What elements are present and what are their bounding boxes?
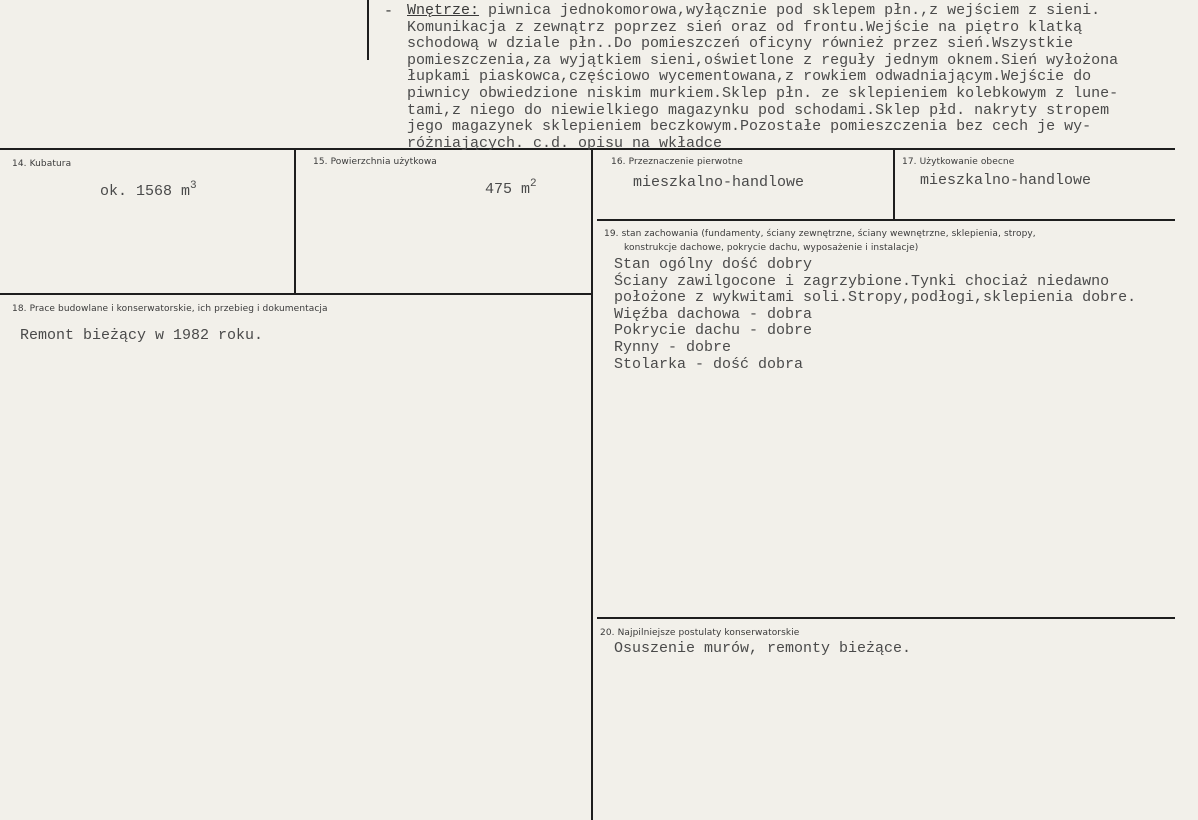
field-15-value [485, 176, 537, 199]
interior-text [407, 3, 1118, 152]
rule-under-16-17 [597, 219, 1175, 221]
interior-line: pomieszczenia,za wyjątkiem sieni,oświetlone z reguły jednym oknem.Sień wyłożona [407, 51, 1119, 69]
field-18-value: Remont bieżący w 1982 roku. [20, 327, 264, 344]
field-19-label: 19. stan zachowania (fundamenty, ściany zewnętrzne, ściany wewnętrzne, sklepienia, stropy, [604, 229, 1036, 239]
area-exponent: 2 [530, 178, 537, 190]
condition-line: Ściany zawilgocone i zagrzybione.Tynki chociaż niedawno [614, 272, 1110, 290]
cubature-exponent: 3 [190, 180, 197, 192]
interior-dash: - [384, 3, 394, 20]
field-17-value: mieszkalno-handlowe [920, 172, 1092, 189]
field-20-value: Osuszenie murów, remonty bieżące. [614, 640, 912, 657]
field-17-label: 17. Użytkowanie obecne [902, 157, 1015, 167]
condition-line: Stolarka - dość dobra [614, 355, 804, 373]
top-left-vertical-rule [367, 0, 369, 60]
rule-14-15 [294, 150, 296, 295]
interior-line: piwnica jednokomorowa,wyłącznie pod sklepem płn.,z wejściem z sieni. [488, 2, 1101, 19]
rule-16-17 [893, 150, 895, 220]
interior-line: piwnicy obwiedzione niskim murkiem.Sklep płn. ze sklepieniem kolebkowym z lune- [407, 84, 1119, 102]
cubature-value: ok. 1568 m [100, 183, 191, 200]
condition-line: Rynny - dobre [614, 338, 732, 356]
field-16-value: mieszkalno-handlowe [633, 174, 805, 191]
field-19-label-cont: konstrukcje dachowe, pokrycie dachu, wyposażenie i instalacje) [624, 243, 919, 253]
interior-line: Komunikacja z zewnątrz poprzez sień oraz od frontu.Wejście na piętro klatką [407, 18, 1083, 36]
interior-heading: Wnętrze: [407, 2, 480, 19]
condition-line: położone z wykwitami soli.Stropy,podłogi,sklepienia dobre. [614, 289, 1137, 307]
field-14-value [100, 178, 197, 201]
field-20-label: 20. Najpilniejsze postulaty konserwatorskie [600, 628, 800, 638]
interior-line: tami,z niego do niewielkiego magazynku pod schodami.Sklep płd. nakryty stropem [407, 101, 1110, 119]
condition-line: Więźba dachowa - dobra [614, 305, 813, 323]
interior-line: różniających. c.d. opisu na wkładce [407, 134, 723, 152]
field-18-label: 18. Prace budowlane i konserwatorskie, ich przebieg i dokumentacja [12, 304, 328, 314]
interior-line: jego magazynek sklepieniem beczkowym.Pozostałe pomieszczenia bez cech je wy- [407, 118, 1092, 136]
middle-vertical-rule [591, 150, 593, 820]
rule-under-14-15 [0, 293, 592, 295]
condition-line: Stan ogólny dość dobry [614, 256, 813, 273]
rule-under-19 [597, 617, 1175, 619]
interior-line: schodową w dziale płn..Do pomieszczeń oficyny również przez sień.Wszystkie [407, 35, 1074, 53]
interior-line: łupkami piaskowca,częściowo wycementowana,z rowkiem odwadniającym.Wejście do [407, 68, 1092, 86]
field-14-label: 14. Kubatura [12, 159, 72, 169]
field-15-label: 15. Powierzchnia użytkowa [313, 157, 437, 167]
area-value: 475 m [485, 181, 531, 198]
condition-line: Pokrycie dachu - dobre [614, 322, 813, 340]
field-16-label: 16. Przeznaczenie pierwotne [611, 157, 743, 167]
field-19-text [614, 257, 1136, 373]
